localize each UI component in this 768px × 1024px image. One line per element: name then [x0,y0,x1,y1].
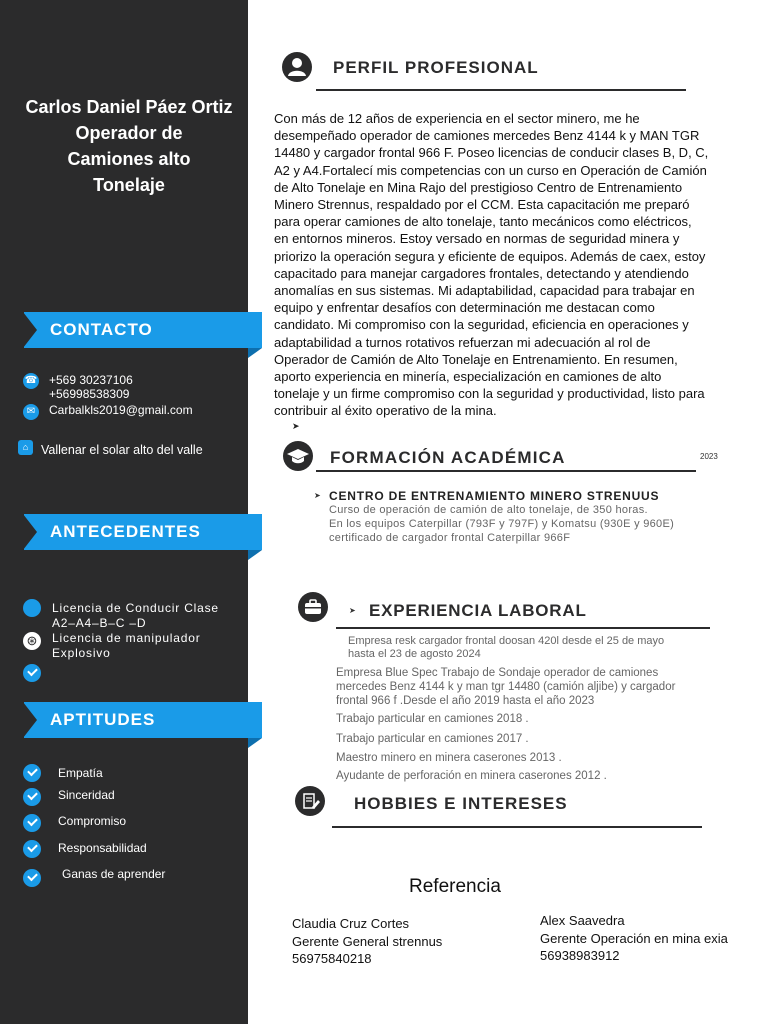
license-line-1: Licencia de Conducir Clase [52,601,219,615]
profile-line: candidato. Mi compromiso con la seguridad, eficiencia en operaciones y [274,317,689,333]
profile-line: Con más de 12 años de experiencia en el sector minero, me he [274,111,640,126]
license-icon [23,599,41,617]
explosives-item [52,631,200,661]
reference-2 [540,912,728,965]
job-2-line-1: Empresa Blue Spec Trabajo de Sondaje operador de camiones [336,667,659,679]
job-2-line-2: mercedes Benz 4144 k y man tgr 14480 (camión aljibe) y cargador [336,681,676,693]
job-3: Trabajo particular en camiones 2018 . [336,713,529,725]
candidate-name-block [10,94,248,198]
role-line-1: Operador de [75,123,183,143]
job-2-line-3: frontal 966 f .Desde el año 2019 hasta el año 2023 [336,695,595,707]
profile-line: Operador de Camión de Alto Tonelaje en Entrenamiento. En resumen, [274,351,678,367]
reference-1-phone: 56975840218 [292,951,372,966]
reference-2-role: Gerente Operación en mina exia [540,930,728,946]
user-icon [282,52,312,82]
aptitudes-ribbon [24,702,262,738]
address: Vallenar el solar alto del valle [41,443,203,457]
profile-line: de Alto Tonelaje en Mina Rajo del prestigioso Centro de Entrenamiento [274,179,683,195]
profile-line: A2 y A4.Fortalecí mis competencias con un curso en Operación de Camión [274,162,707,178]
perfil-title: PERFIL PROFESIONAL [333,58,539,77]
steering-wheel-icon: ⊛ [23,632,41,650]
profile-line: adaptabilidad a turnos rotativos refuerzan mi adecuación al rol de [274,334,651,350]
bullet-arrow-icon: ➤ [292,421,300,431]
formacion-details [329,503,674,545]
formacion-line: En los equipos Caterpillar (793F y 797F) y Komatsu (930E y 960E) [329,518,675,530]
license-item [52,601,219,631]
check-icon [23,869,41,887]
bullet-arrow-icon: ➤ [314,491,321,500]
check-icon [23,788,41,806]
reference-1-name: Claudia Cruz Cortes [292,916,410,931]
check-icon [23,814,41,832]
antecedentes-title: ANTECEDENTES [50,522,201,541]
reference-2-name: Alex Saavedra [540,913,625,928]
location-icon: ⌂ [18,440,33,455]
formacion-line: certificado de cargador frontal Caterpillar 966F [329,532,571,544]
formacion-line: Curso de operación de camión de alto tonelaje, de 350 horas. [329,504,648,516]
skill-item: Sinceridad [58,788,115,802]
skill-item: Ganas de aprender [62,867,166,881]
skill-item: Empatía [58,766,103,780]
profile-line: en entornos mineros. Estoy versado en normas de seguridad minera y [274,231,680,247]
role-line-3: Tonelaje [93,175,165,195]
check-icon [23,764,41,782]
bullet-arrow-icon: ➤ [349,606,356,615]
job-5: Maestro minero en minera caserones 2013 . [336,752,562,764]
role-line-2: Camiones alto [67,149,191,169]
profile-line: capacitado para manejar cargadores frontales, detectando y atendiendo [274,265,689,281]
check-icon [23,664,41,682]
job-2 [336,666,675,708]
profile-line: priorizo la operación segura y eficiente de equipos. Además de caex, estoy [274,248,706,264]
school-name: CENTRO DE ENTRENAMIENTO MINERO STRENUUS [329,489,660,503]
reference-1-role: Gerente General strennus [292,933,443,949]
explosives-line-2: Explosivo [52,646,111,660]
profile-line: Minero Strennus, respaldado por el CCM. Esta capacitación me preparó [274,197,690,213]
candidate-name: Carlos Daniel Páez Ortiz [25,97,233,117]
profile-line: para operar camiones de alto tonelaje, tanto mecánicos como eléctricos, [274,214,692,230]
skill-item: Compromiso [58,814,127,828]
explosives-line-1: Licencia de manipulador [52,631,201,645]
experiencia-title: EXPERIENCIA LABORAL [369,601,587,620]
check-icon [23,840,41,858]
hobbies-rule [332,826,702,828]
profile-line: anomalías en sus sistemas. Mi adaptabilidad, capacidad para trabajar en [274,283,695,299]
aptitudes-title: APTITUDES [50,710,156,729]
profile-line: 14480 y cargador frontal 966 F. Poseo licencias de conducir clases B, D, C, [274,145,709,161]
phone-2: +56998538309 [49,387,130,401]
email: Carbalkls2019@gmail.com [49,403,193,417]
formacion-year: 2023 [700,452,718,461]
phone-icon: ☎ [23,373,39,389]
job-1-line-1: Empresa resk cargador frontal doosan 420l desde el 25 de mayo [348,635,665,647]
skill-item: Responsabilidad [58,841,147,855]
job-4: Trabajo particular en camiones 2017 . [336,733,529,745]
job-1 [348,635,664,661]
license-line-2: A2–A4–B–C –D [52,616,147,630]
briefcase-icon [298,592,328,622]
antecedentes-ribbon [24,514,262,550]
formacion-rule [316,470,696,472]
reference-2-phone: 56938983912 [540,948,620,963]
profile-line: tonelaje y un firme compromiso con la seguridad y productividad, listo para [274,386,705,402]
formacion-title: FORMACIÓN ACADÉMICA [330,448,566,467]
job-1-line-2: hasta el 23 de agosto 2024 [348,648,481,660]
profile-line: desempeñado operador de camiones mercedes Benz 4144 k y MAN TGR [274,128,700,144]
graduation-cap-icon [283,441,313,471]
contact-ribbon [24,312,262,348]
reference-1 [292,915,442,968]
pencil-paper-icon [295,786,325,816]
referencias-title: Referencia [409,876,501,897]
email-icon: ✉ [23,404,39,420]
profile-line: contribuir al éxito operativo de la mina. [274,403,497,419]
experiencia-rule [336,627,710,629]
hobbies-title: HOBBIES E INTERESES [354,794,568,813]
perfil-rule [316,89,686,91]
phone-1: +569 30237106 [49,373,133,387]
profile-line: aporto experiencia en minería, especialización en camiones de alto [274,369,662,385]
job-6: Ayudante de perforación en minera caserones 2012 . [336,770,607,782]
profile-line: equipo y enfrentar desafíos con determinación me destacan como [274,300,655,316]
profile-summary [274,110,742,420]
contact-title: CONTACTO [50,320,153,339]
